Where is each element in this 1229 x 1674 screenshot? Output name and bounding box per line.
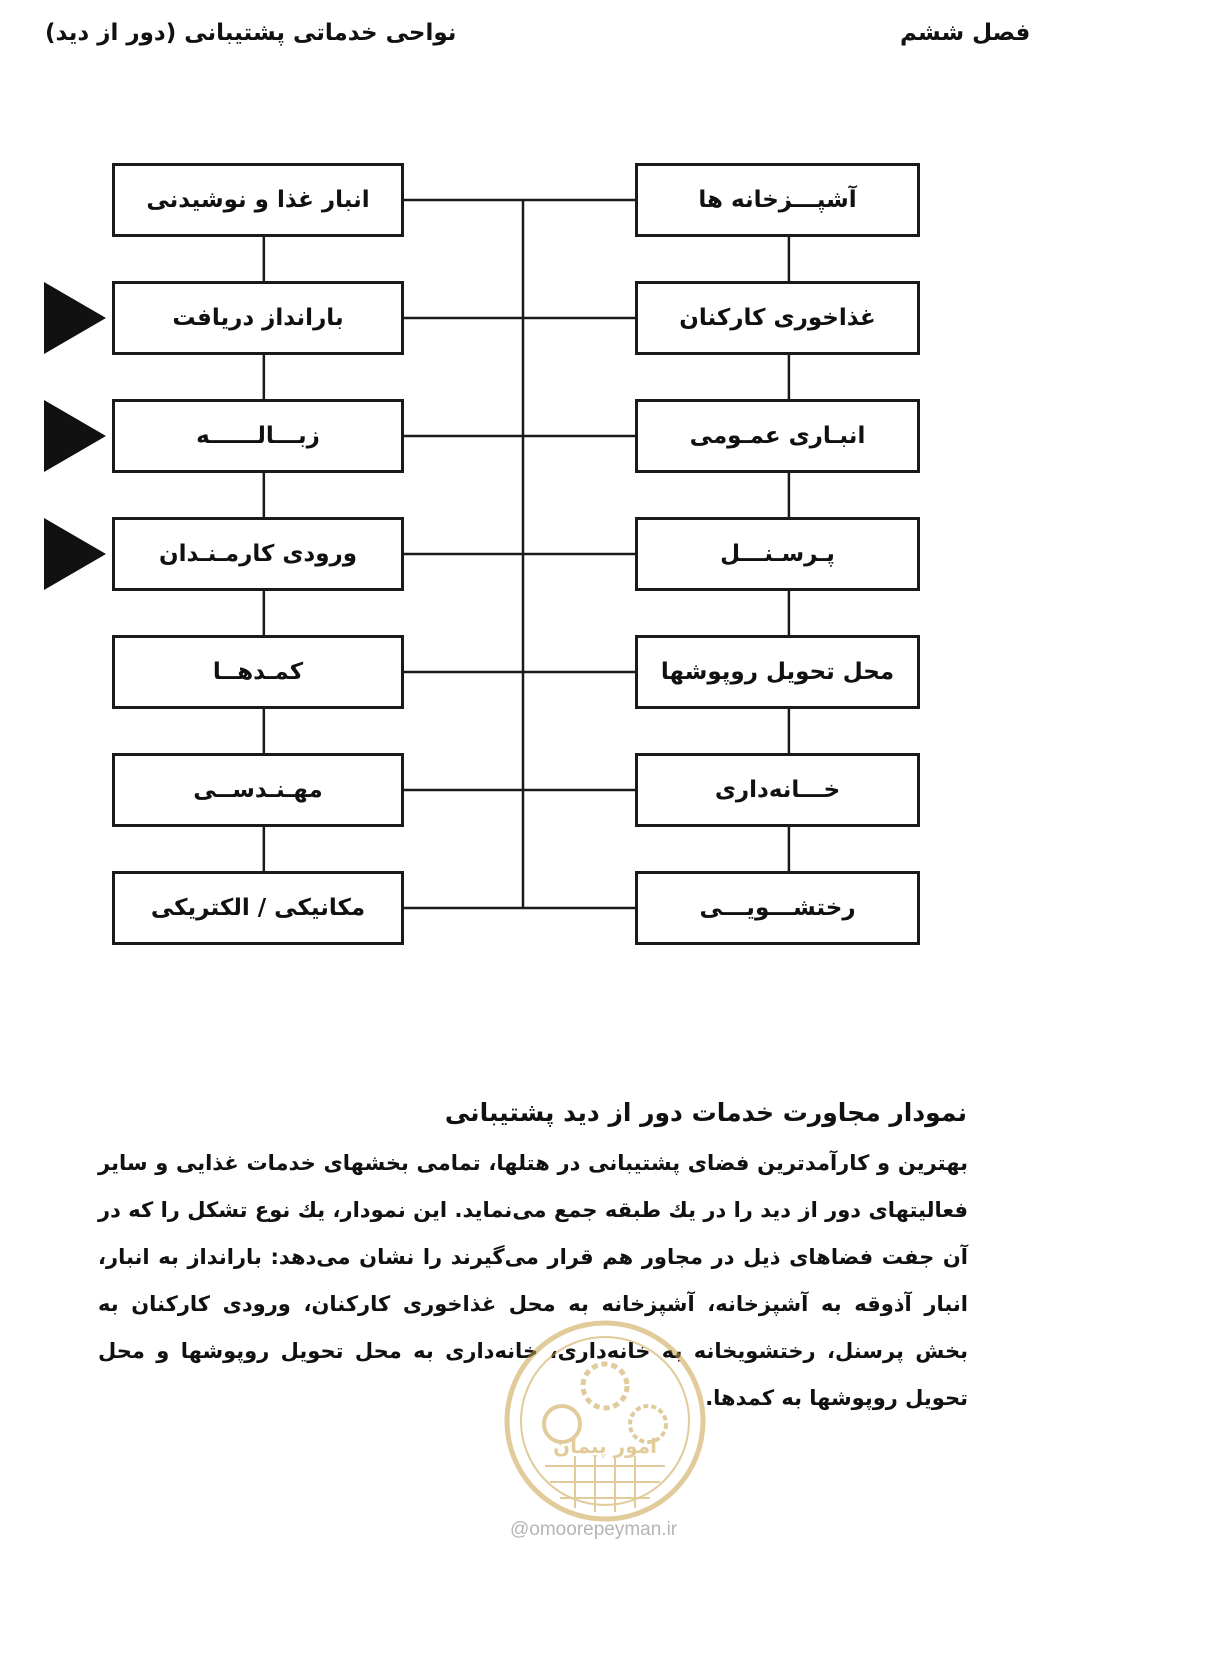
right-space-box: آشپـــزخانه ها [635,163,920,237]
left-space-box: انبار غذا و نوشیدنی [112,163,404,237]
watermark-handle: @omoorepeyman.ir [510,1519,678,1540]
right-space-box: رختشـــویـــی [635,871,920,945]
left-space-box: کمـدهــا [112,635,404,709]
paragraph-text: بهترین و کارآمدترین فضای پشتیبانی در هتلها، تمامی بخشهای خدمات غذایی و سایر فعالیتهای دور از دید را در یك طبقه جمع می‌نماید. این نمودار، یك نوع تشکل را که در آن جفت فضاهای ذیل در مجاور هم قرار می‌گیرند را نشان می‌دهد: بارانداز به انبار، انبار آذوقه به آشپزخانه، آشپزخانه به محل غذاخوری کارکنان، ورودی کارکنان به بخش پرسنل، رختشویخانه به خانه‌داری، خانه‌داری به محل تحویل روپوشها و محل تحویل روپوشها به کمدها. [98,1151,968,1410]
entry-arrow-icon [44,400,106,472]
publisher-seal-watermark [500,1316,710,1526]
left-space-box: بارانداز دریافت [112,281,404,355]
right-space-box: محل تحویل روپوشها [635,635,920,709]
running-header-title: نواحی خدماتی پشتیبانی (دور از دید) [45,20,457,46]
diagram-caption: نمودار مجاورت خدمات دور از دید پشتیبانی [444,1098,967,1127]
chapter-label: فصل ششم [900,20,1031,46]
right-space-box: انبـاری عمـومی [635,399,920,473]
entry-arrow-icon [44,282,106,354]
seal-text: امور پیمان [553,1434,657,1458]
left-space-box: ورودی کارمـنـدان [112,517,404,591]
right-space-box: خـــانه‌داری [635,753,920,827]
left-space-box: زبـــالــــــه [112,399,404,473]
right-space-box: غذاخوری کارکنان [635,281,920,355]
entry-arrow-icon [44,518,106,590]
left-space-box: مهـنـدســی [112,753,404,827]
left-space-box: مکانیکی / الکتریکی [112,871,404,945]
right-space-box: پـرسـنـــل [635,517,920,591]
seal-emblem [500,1316,710,1526]
